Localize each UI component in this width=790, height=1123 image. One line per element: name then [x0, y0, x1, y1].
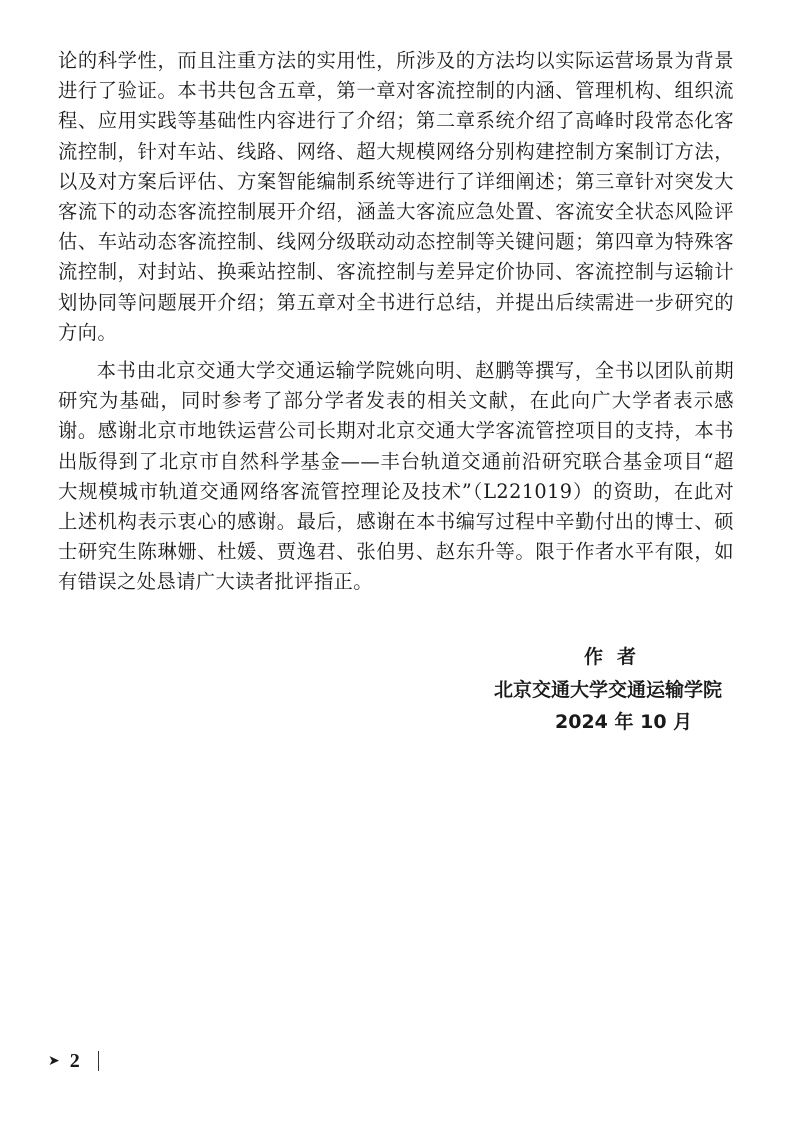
paragraph-1: 论的科学性，而且注重方法的实用性，所涉及的方法均以实际运营场景为背景进行了验证。本书共包含五章，第一章对客流控制的内涵、管理机构、组织流程、应用实践等基础性内容进行了介绍；第二章系统介绍了高峰时段常态化客流控制，针对车站、线路、网络、超大规模网络分别构建控制方案制订方法，以及对方案后评估、方案智能编制系统等进行了详细阐述；第三章针对突发大客流下的动态客流控制展开介绍，涵盖大客流应急处置、客流安全状态风险评估、车站动态客流控制、线网分级联动动态控制等关键问题；第四章为特殊客流控制，对封站、换乘站控制、客流控制与差异定价协同、客流控制与运输计划协同等问题展开介绍；第五章对全书进行总结，并提出后续需进一步研究的方向。	[58, 49, 734, 344]
preface-body	[58, 46, 734, 606]
page-number: 2	[69, 1049, 80, 1072]
signature-organization: 北京交通大学交通运输学院	[494, 679, 723, 701]
signature-author: 作者	[584, 646, 651, 668]
paragraph-2: 本书由北京交通大学交通运输学院姚向明、赵鹏等撰写，全书以团队前期研究为基础，同时参考了部分学者发表的相关文献，在此向广大学者表示感谢。感谢北京市地铁运营公司长期对北京交通大学客流管控项目的支持，本书出版得到了北京市自然科学基金——丰台轨道交通前沿研究联合基金项目“超大规模城市轨道交通网络客流管控理论及技术”（L221019）的资助，在此对上述机构表示衷心的感谢。最后，感谢在本书编写过程中辛勤付出的博士、硕士研究生陈琳姗、杜媛、贾逸君、张伯男、赵东升等。限于作者水平有限，如有错误之处恳请广大读者批评指正。	[58, 359, 734, 594]
signature-date: 2024 年 10 月	[555, 711, 693, 733]
footer-divider	[98, 1051, 99, 1071]
page-footer	[48, 1047, 99, 1075]
arrow-right-icon: ➤	[48, 1053, 60, 1069]
